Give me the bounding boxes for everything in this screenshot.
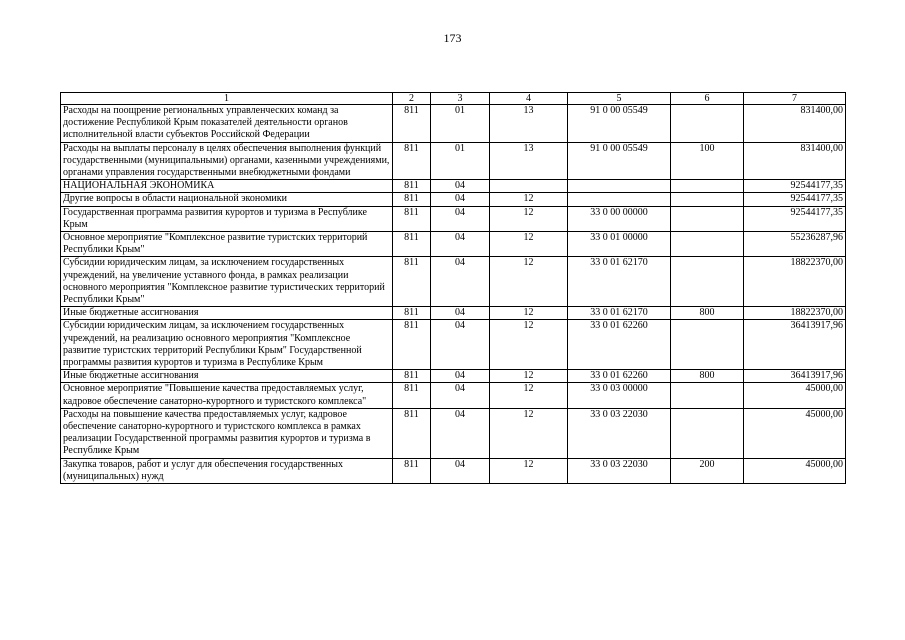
row-code-2: 811 (393, 180, 431, 193)
row-code-6 (671, 257, 744, 307)
row-code-4: 12 (490, 193, 568, 206)
table-row (61, 206, 846, 231)
row-name: Основное мероприятие "Повышение качества предоставляемых услуг, кадровое обеспечение санаторно-курортного и туристского комплекса" (61, 383, 393, 408)
table-row (61, 383, 846, 408)
row-code-6 (671, 232, 744, 257)
row-name: Субсидии юридическим лицам, за исключением государственных учреждений, на реализацию основного мероприятия "Комплексное развитие туристских территорий Республики Крым" Государственной программы развития курортов и туризма в Республике Крым (61, 320, 393, 370)
row-code-6: 800 (671, 370, 744, 383)
row-code-4: 12 (490, 408, 568, 458)
row-sum: 831400,00 (744, 105, 846, 143)
row-code-4: 13 (490, 142, 568, 180)
row-code-3: 01 (431, 142, 490, 180)
row-code-3: 01 (431, 105, 490, 143)
row-name: НАЦИОНАЛЬНАЯ ЭКОНОМИКА (61, 180, 393, 193)
row-code-4: 12 (490, 370, 568, 383)
row-code-5: 91 0 00 05549 (568, 142, 671, 180)
row-code-2: 811 (393, 458, 431, 483)
table-row (61, 142, 846, 180)
row-code-3: 04 (431, 180, 490, 193)
row-code-5: 33 0 01 62260 (568, 370, 671, 383)
row-sum: 92544177,35 (744, 193, 846, 206)
row-code-6: 800 (671, 307, 744, 320)
row-code-4: 12 (490, 232, 568, 257)
column-header-3: 3 (431, 93, 490, 105)
column-header-4: 4 (490, 93, 568, 105)
row-code-2: 811 (393, 105, 431, 143)
table-row (61, 320, 846, 370)
row-code-4: 12 (490, 458, 568, 483)
column-header-1: 1 (61, 93, 393, 105)
row-code-6 (671, 383, 744, 408)
row-code-3: 04 (431, 370, 490, 383)
row-name: Иные бюджетные ассигнования (61, 307, 393, 320)
row-code-2: 811 (393, 307, 431, 320)
row-name: Основное мероприятие "Комплексное развитие туристских территорий Республики Крым" (61, 232, 393, 257)
row-code-5: 91 0 00 05549 (568, 105, 671, 143)
table-row (61, 193, 846, 206)
row-code-2: 811 (393, 206, 431, 231)
row-code-2: 811 (393, 257, 431, 307)
row-code-3: 04 (431, 193, 490, 206)
row-code-4: 12 (490, 383, 568, 408)
row-code-6 (671, 180, 744, 193)
row-sum: 92544177,35 (744, 206, 846, 231)
row-sum: 36413917,96 (744, 370, 846, 383)
row-code-5 (568, 193, 671, 206)
row-code-3: 04 (431, 257, 490, 307)
row-name: Субсидии юридическим лицам, за исключением государственных учреждений, на увеличение уставного фонда, в рамках реализации основного мероприятия "Комплексное развитие туристических территорий Республики Крым" (61, 257, 393, 307)
row-name: Расходы на повышение качества предоставляемых услуг, кадровое обеспечение санаторно-курортного и туристского комплекса в рамках реализации Государственной программы развития курортов и туризма в Республике Крым (61, 408, 393, 458)
row-code-6: 100 (671, 142, 744, 180)
row-code-6 (671, 408, 744, 458)
row-sum: 831400,00 (744, 142, 846, 180)
row-sum: 45000,00 (744, 383, 846, 408)
row-code-4: 12 (490, 206, 568, 231)
row-code-5: 33 0 03 22030 (568, 458, 671, 483)
row-code-3: 04 (431, 458, 490, 483)
row-code-3: 04 (431, 307, 490, 320)
row-code-6 (671, 206, 744, 231)
row-code-3: 04 (431, 408, 490, 458)
row-code-5: 33 0 01 62260 (568, 320, 671, 370)
row-code-4: 12 (490, 257, 568, 307)
row-code-2: 811 (393, 142, 431, 180)
column-header-7: 7 (744, 93, 846, 105)
table-row (61, 408, 846, 458)
row-code-5: 33 0 01 62170 (568, 257, 671, 307)
row-code-2: 811 (393, 370, 431, 383)
row-code-4 (490, 180, 568, 193)
row-code-2: 811 (393, 232, 431, 257)
row-code-5: 33 0 00 00000 (568, 206, 671, 231)
table-row (61, 458, 846, 483)
row-code-4: 12 (490, 307, 568, 320)
column-header-2: 2 (393, 93, 431, 105)
row-sum: 45000,00 (744, 408, 846, 458)
column-number-row (61, 93, 846, 105)
row-sum: 45000,00 (744, 458, 846, 483)
row-name: Государственная программа развития курортов и туризма в Республике Крым (61, 206, 393, 231)
column-header-6: 6 (671, 93, 744, 105)
table-row (61, 257, 846, 307)
row-name: Расходы на выплаты персоналу в целях обеспечения выполнения функций государственными (муниципальными) органами, казенными учреждениями, органами управления государственными внебюджетными фондами (61, 142, 393, 180)
row-code-5: 33 0 03 00000 (568, 383, 671, 408)
table-row (61, 370, 846, 383)
row-code-5: 33 0 03 22030 (568, 408, 671, 458)
table-row (61, 105, 846, 143)
table-row (61, 232, 846, 257)
row-sum: 55236287,96 (744, 232, 846, 257)
row-code-5 (568, 180, 671, 193)
row-code-2: 811 (393, 408, 431, 458)
row-code-6 (671, 193, 744, 206)
column-header-5: 5 (568, 93, 671, 105)
row-code-5: 33 0 01 00000 (568, 232, 671, 257)
row-code-5: 33 0 01 62170 (568, 307, 671, 320)
table-row (61, 307, 846, 320)
row-code-2: 811 (393, 383, 431, 408)
row-code-6: 200 (671, 458, 744, 483)
row-code-3: 04 (431, 206, 490, 231)
row-code-3: 04 (431, 383, 490, 408)
row-name: Иные бюджетные ассигнования (61, 370, 393, 383)
row-sum: 36413917,96 (744, 320, 846, 370)
table-row (61, 180, 846, 193)
row-code-3: 04 (431, 232, 490, 257)
row-code-6 (671, 105, 744, 143)
row-code-4: 12 (490, 320, 568, 370)
row-name: Расходы на поощрение региональных управленческих команд за достижение Республикой Крым показателей деятельности органов исполнительной власти субъектов Российской Федерации (61, 105, 393, 143)
budget-table (60, 92, 846, 484)
row-code-3: 04 (431, 320, 490, 370)
row-code-6 (671, 320, 744, 370)
row-name: Закупка товаров, работ и услуг для обеспечения государственных (муниципальных) нужд (61, 458, 393, 483)
row-sum: 18822370,00 (744, 307, 846, 320)
row-name: Другие вопросы в области национальной экономики (61, 193, 393, 206)
row-code-2: 811 (393, 193, 431, 206)
row-sum: 92544177,35 (744, 180, 846, 193)
row-code-2: 811 (393, 320, 431, 370)
row-code-4: 13 (490, 105, 568, 143)
page-number: 173 (443, 31, 462, 45)
row-sum: 18822370,00 (744, 257, 846, 307)
